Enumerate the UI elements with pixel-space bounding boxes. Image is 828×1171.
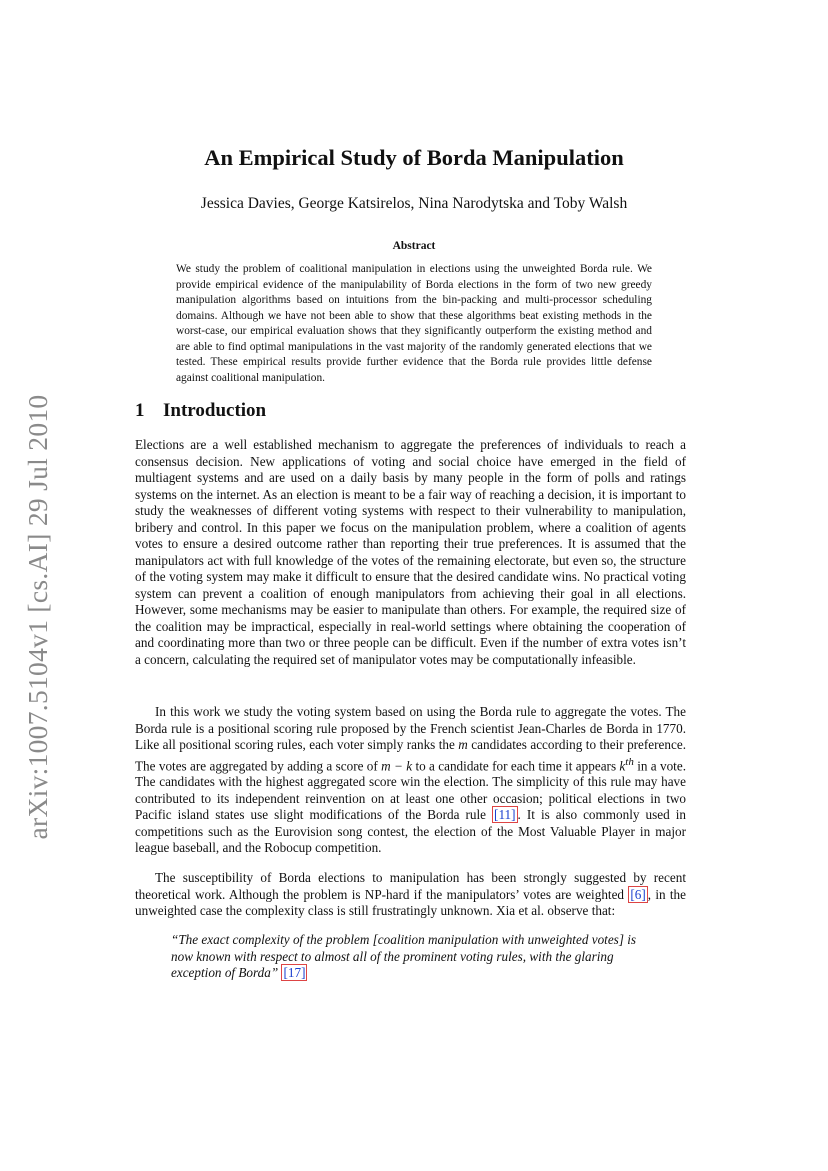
abstract-text: We study the problem of coalitional manipulation in elections using the unweighted Borda rule. We provide empirical evidence of the manipulability of Borda elections in the form of two new greedy manipulation algorithms based on intuitions from the bin-packing and multi-processor scheduling domains. Although we have not been able to show that these algorithms beat existing methods in the worst-case, our empirical evaluation shows that they significantly outperform the existing method and are able to find optimal manipulations in the vast majority of the randomly generated elections that we tested. These empirical results provide further evidence that the Borda rule provides little defense against coalitional manipulation. — [176, 263, 652, 384]
math-m: m — [458, 737, 468, 752]
arxiv-identifier — [16, 385, 60, 850]
p2-text-b: candidates according to their preference. The votes are aggregated by adding a score of — [135, 737, 686, 773]
math-th: th — [625, 755, 634, 768]
p3-text-a: The susceptibility of Borda elections to manipulation has been strongly suggested by recent theoretical work. Although the problem is NP-hard if the manipulators’ votes are weighted — [135, 870, 686, 902]
section-title: Introduction — [163, 400, 267, 421]
p3-text-b: , in the unweighted case the complexity class is still frustratingly unknown. Xia et al. observe that: — [135, 886, 686, 918]
author-list: Jessica Davies, George Katsirelos, Nina Narodytska and Toby Walsh — [200, 195, 628, 212]
intro-paragraph-1: Elections are a well established mechanism to aggregate the preferences of individuals to reach a consensus decision. New applications of voting and social choice have emerged in the field of multiagent systems and are used on a daily basis by many people in the form of polls and ratings systems on the internet. As an election is meant to be a fair way of reaching a decision, it is important to study the weaknesses of different voting systems with respect to their vulnerability to manipulation, bribery and control. In this paper we focus on the manipulation problem, where a coalition of agents votes to ensure a desired outcome rather than reporting their true preferences. It is assumed that the manipulators act with full knowledge of the votes of the remaining electorate, but even so, the structure of the voting system may make it difficult to ensure that the desired candidate wins. No practical voting system can prevent a coalition of enough manipulators from achieving their goal in all elections. However, some mechanisms may be easier to manipulate than others. For example, the required size of the coalition may be impractical, especially in real-world settings where obtaining the cooperation of and coordinating more than two or three people can be difficult. Even if the number of extra votes isn’t a concern, calculating the required set of manipulator votes may be computationally infeasible. — [135, 437, 686, 667]
math-m-minus-k: m − k — [381, 757, 413, 773]
quote-text: “The exact complexity of the problem [coalition manipulation with unweighted votes] is now known with respect to almost all of the prominent voting rules, with the glaring exception of Borda” — [171, 932, 637, 980]
p2-text-d: in a vote. The candidates with the highest aggregated score win the election. The simplicity of this rule may have contributed to its independent reinvention on at least one other occasion; political elections in two Pacific island states use slight modifications of the Borda rule — [135, 757, 686, 823]
block-quote — [171, 932, 653, 982]
citation-17-link[interactable]: [17] — [283, 965, 306, 980]
p2-text-c: to a candidate for each time it appears — [412, 757, 620, 773]
p2-text-a: In this work we study the voting system based on using the Borda rule to aggregate the votes. The Borda rule is a positional scoring rule proposed by the French scientist Jean-Charles de Borda in 1770. Like all positional scoring rules, each voter simply ranks the — [135, 704, 686, 752]
section-number: 1 — [135, 400, 145, 421]
paper-title: An Empirical Study of Borda Manipulation — [204, 145, 624, 170]
intro-paragraph-2 — [135, 704, 686, 857]
abstract-heading: Abstract — [392, 240, 436, 252]
citation-6-link[interactable]: [6] — [630, 886, 646, 902]
intro-paragraph-3 — [135, 870, 686, 920]
p2-text-e: . It is also commonly used in competitions such as the Eurovision song contest, the election of the Most Valuable Player in major league baseball, and the Robocup competition. — [135, 807, 686, 856]
citation-11-link[interactable]: [11] — [494, 807, 516, 823]
math-k: k — [619, 757, 626, 773]
section-heading — [135, 400, 266, 422]
arxiv-identifier-text: arXiv:1007.5104v1 [cs.AI] 29 Jul 2010 — [22, 394, 53, 840]
